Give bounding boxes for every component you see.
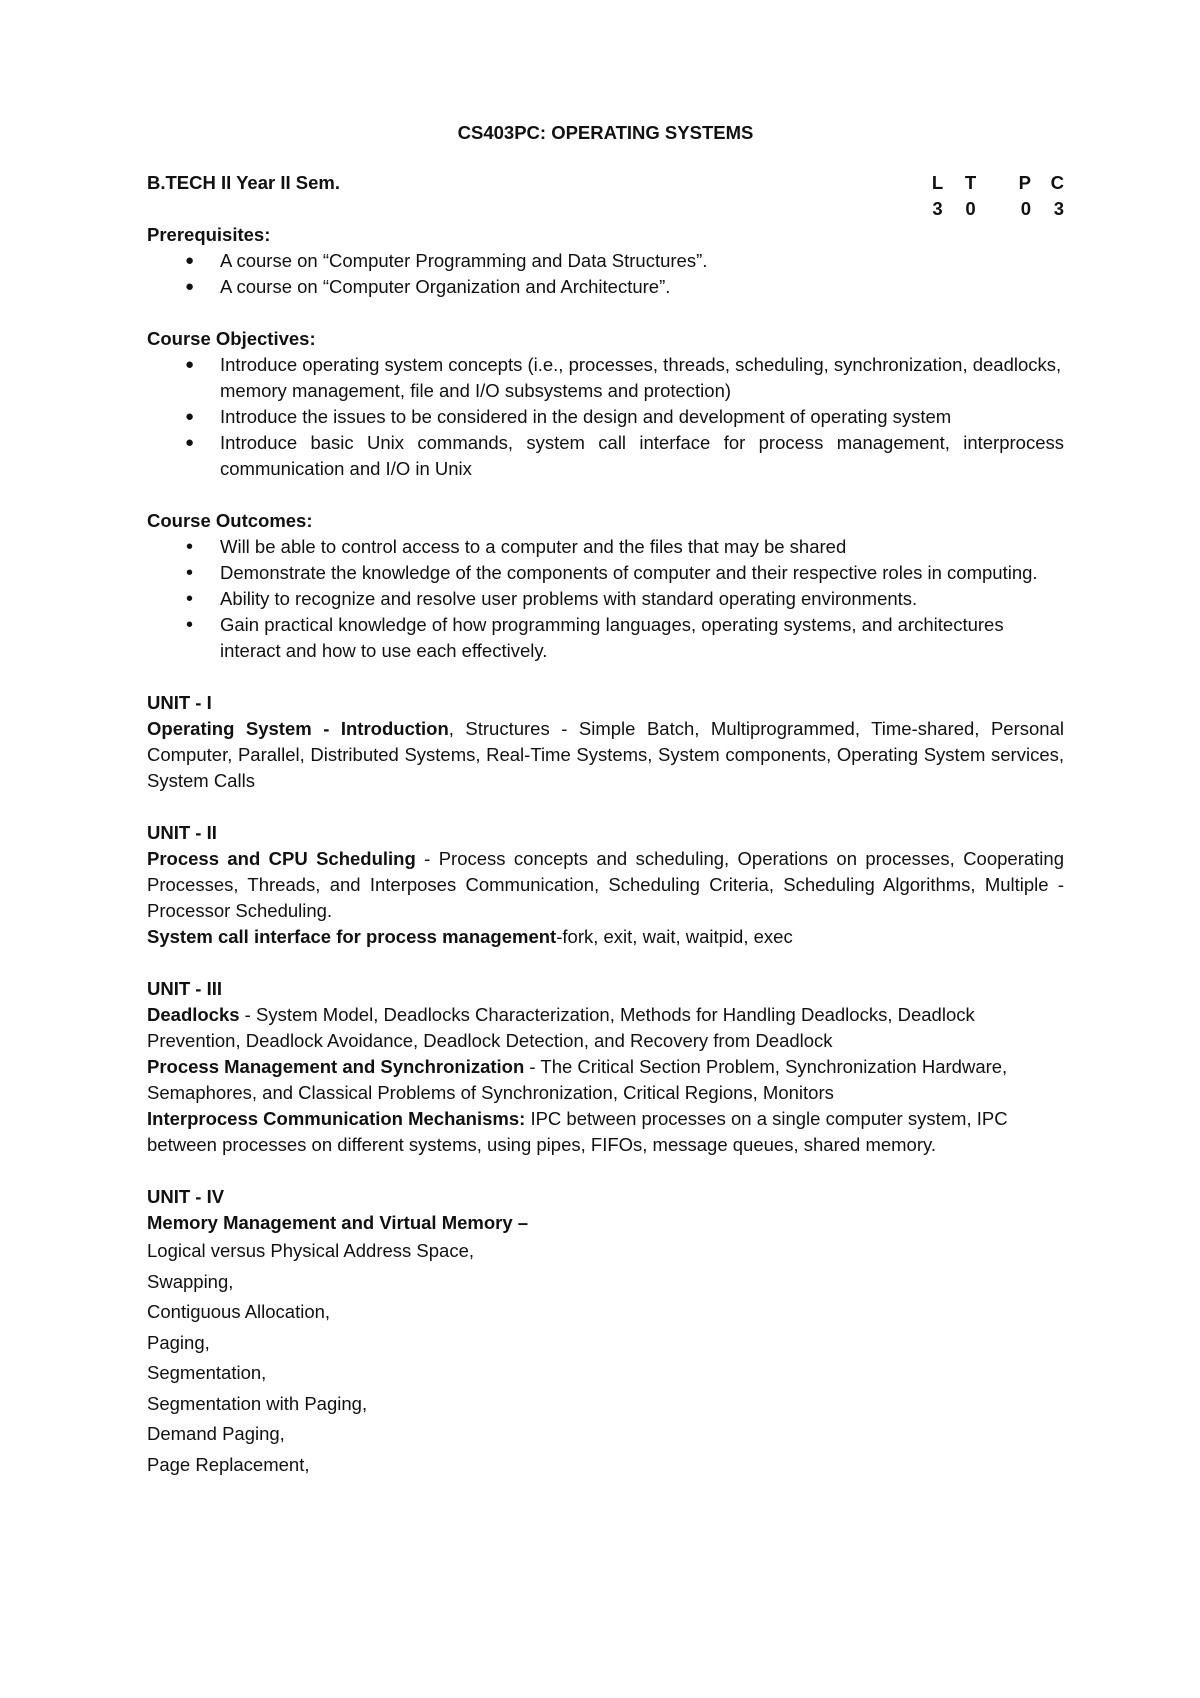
list-item: ● Introduce basic Unix commands, system call interface for process management, interprocess communication and I/O in Unix [147, 430, 1064, 482]
unit3-heading: UNIT - III [147, 978, 223, 999]
list-item: • Demonstrate the knowledge of the components of computer and their respective roles in computing. [147, 560, 1064, 586]
unit1-text: , Structures - Simple Batch, Multiprogrammed, Time-shared, Personal Computer, Parallel, Distributed Systems, Real-Time Systems, System components, Operating System services, System Calls [147, 718, 1064, 791]
list-item: Page Replacement, [147, 1453, 310, 1475]
unit3-text-3: IPC between processes on a single computer system, IPC between processes on different systems, using pipes, FIFOs, message queues, shared memory. [147, 1108, 1008, 1155]
unit2-text-1: - Process concepts and scheduling, Operations on processes, Cooperating Processes, Threads, and Interposes Communication, Scheduling Criteria, Scheduling Algorithms, Multiple -Processor Scheduling. [147, 848, 1064, 921]
list-item: Contiguous Allocation, [147, 1301, 331, 1322]
list-item: • Ability to recognize and resolve user problems with standard operating environments. [147, 586, 1064, 612]
unit4-topic-list [147, 1236, 1064, 1480]
syllabus-content [147, 120, 1064, 1480]
unit3-paragraph-1 [147, 1002, 1064, 1054]
list-item: ● Introduce operating system concepts (i.e., processes, threads, scheduling, synchronization, deadlocks, memory management, file and I/O subsystems and protection) [147, 352, 1064, 404]
list-item: • Will be able to control access to a computer and the files that may be shared [147, 534, 1064, 560]
outcomes-list [147, 534, 1064, 664]
course-title: CS403PC: OPERATING SYSTEMS [457, 122, 754, 143]
unit3-text-1: - System Model, Deadlocks Characterization, Methods for Handling Deadlocks, Deadlock Prevention, Deadlock Avoidance, Deadlock Detection, and Recovery from Deadlock [147, 1004, 975, 1051]
ltpc-header-p: P [1018, 172, 1031, 193]
ltpc-value-t: 0 [965, 198, 976, 219]
unit2-text-2: -fork, exit, wait, waitpid, exec [556, 926, 793, 947]
ltpc-value-c: 3 [1053, 198, 1064, 219]
list-item: Logical versus Physical Address Space, [147, 1240, 475, 1261]
list-item: • Gain practical knowledge of how programming languages, operating systems, and architectures interact and how to use each effectively. [147, 612, 1064, 664]
list-item: Demand Paging, [147, 1423, 285, 1444]
unit2-topic-1: Process and CPU Scheduling [147, 848, 416, 869]
semester-label: B.TECH II Year II Sem. [147, 172, 340, 193]
unit4-subheading: Memory Management and Virtual Memory – [147, 1212, 529, 1233]
objectives-list [147, 352, 1064, 482]
unit1-topic: Operating System - Introduction [147, 718, 449, 739]
list-item: ● A course on “Computer Organization and Architecture”. [147, 274, 1064, 300]
unit3-paragraph-3 [147, 1106, 1064, 1158]
unit3-paragraph-2 [147, 1054, 1064, 1106]
list-item: Segmentation with Paging, [147, 1392, 368, 1414]
unit2-heading: UNIT - II [147, 822, 217, 843]
ltpc-value-l: 3 [932, 198, 943, 219]
list-item: Swapping, [147, 1270, 234, 1292]
unit1-heading: UNIT - I [147, 692, 212, 713]
unit3-topic-1: Deadlocks [147, 1004, 240, 1025]
prerequisites-heading: Prerequisites: [147, 224, 271, 245]
unit3-topic-2: Process Management and Synchronization [147, 1056, 525, 1077]
unit2-topic-2: System call interface for process management [147, 926, 557, 947]
ltpc-value-p: 0 [1020, 198, 1031, 219]
ltpc-header-l: L [931, 172, 944, 193]
ltpc-values [921, 196, 1064, 222]
list-item: Paging, [147, 1331, 210, 1353]
unit3-topic-3: Interprocess Communication Mechanisms: [147, 1108, 526, 1129]
outcomes-heading: Course Outcomes: [147, 510, 313, 531]
unit2-paragraph-2 [147, 924, 1064, 950]
unit3-text-2: - The Critical Section Problem, Synchronization Hardware, Semaphores, and Classical Problems of Synchronization, Critical Regions, Monitors [147, 1056, 1008, 1103]
ltpc-header-t: T [964, 172, 977, 193]
ltpc-table [921, 170, 1064, 222]
objectives-heading: Course Objectives: [147, 328, 316, 349]
semester-row [147, 170, 1064, 219]
ltpc-headers [921, 170, 1064, 196]
unit2-paragraph-1 [147, 846, 1064, 924]
prerequisites-list [147, 248, 1064, 300]
unit1-paragraph [147, 716, 1064, 794]
list-item: Segmentation, [147, 1362, 267, 1383]
unit4-heading: UNIT - IV [147, 1186, 225, 1207]
list-item: ● Introduce the issues to be considered in the design and development of operating system [147, 404, 1064, 430]
list-item: ● A course on “Computer Programming and Data Structures”. [147, 248, 1064, 274]
ltpc-header-c: C [1050, 172, 1064, 193]
